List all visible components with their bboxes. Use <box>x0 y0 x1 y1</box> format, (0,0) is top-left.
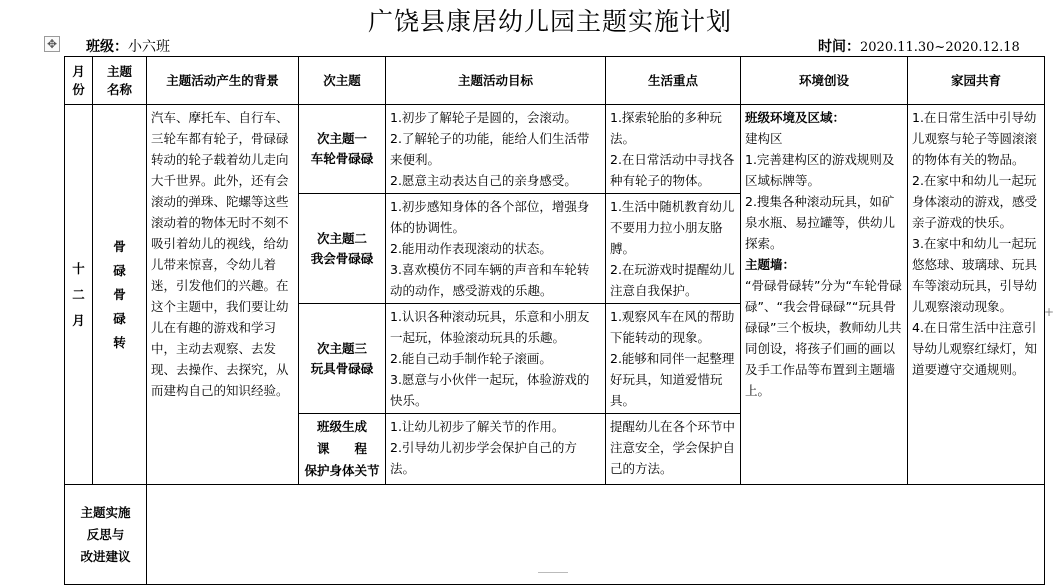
home-item: 4.在日常生活中注意引导幼儿观察红绿灯，知道要遵守交通规则。 <box>912 320 1038 377</box>
life-item: 提醒幼儿在各个环节中注意安全，学会保护自己的方法。 <box>610 419 736 476</box>
home-cell <box>908 105 1045 485</box>
subtheme-cell <box>299 414 386 485</box>
stacked-char: 碌 <box>113 262 126 278</box>
env-class-area-sub: 建构区 <box>745 131 783 146</box>
stacked-char: 月 <box>72 312 85 328</box>
subtheme-line: 我会骨碌碌 <box>310 250 374 266</box>
header-line: 月 <box>72 63 85 79</box>
header-life: 生活重点 <box>606 57 741 105</box>
stacked-char: 转 <box>113 334 126 350</box>
reflection-label-line: 改进建议 <box>80 548 131 564</box>
environment-cell <box>741 105 908 485</box>
home-item: 1.在日常生活中引导幼儿观察与轮子等圆滚滚的物体有关的物品。 <box>912 110 1038 167</box>
subtheme-line: 次主题一 <box>316 131 367 146</box>
life-item: 2.在玩游戏时提醒幼儿注意自我保护。 <box>610 262 735 298</box>
env-class-area-item: 2.搜集各种滚动玩具，如矿泉水瓶、易拉罐等，供幼儿探索。 <box>745 194 896 251</box>
subtheme-line: 课 程 <box>316 441 367 456</box>
life-item: 1.生活中随机教育幼儿不要用力拉小朋友胳膊。 <box>610 199 735 256</box>
life-item: 1.观察风车在风的帮助下能转动的现象。 <box>610 309 735 345</box>
header-background: 主题活动产生的背景 <box>147 57 299 105</box>
goal-item: 2.能用动作表现滚动的状态。 <box>390 241 552 256</box>
life-cell <box>606 105 741 194</box>
goal-item: 2.引导幼儿初步学会保护自己的方法。 <box>390 440 577 476</box>
subtheme-line: 次主题二 <box>316 230 367 246</box>
subtheme-line: 玩具骨碌碌 <box>310 360 374 376</box>
home-item: 3.在家中和幼儿一起玩悠悠球、玻璃球、玩具车等滚动玩具，引导幼儿观察滚动现象。 <box>912 236 1038 314</box>
life-cell <box>606 194 741 304</box>
env-class-area-title: 班级环境及区域： <box>745 110 846 125</box>
goals-cell <box>386 194 606 304</box>
reflection-label-line: 主题实施 <box>80 504 131 520</box>
subtheme-line: 次主题三 <box>316 340 367 356</box>
subtheme-cell <box>299 304 386 414</box>
header-line: 主题 <box>106 63 132 79</box>
reflection-label <box>65 485 147 585</box>
goal-item: 1.认识各种滚动玩具，乐意和小朋友一起玩，体验滚动玩具的乐趣。 <box>390 309 590 345</box>
life-item: 1.探索轮胎的多种玩法。 <box>610 110 722 146</box>
header-subtheme: 次主题 <box>299 57 386 105</box>
table-move-handle-icon[interactable]: ✥ <box>44 36 60 52</box>
time-info <box>818 36 1020 56</box>
header-goals: 主题活动目标 <box>386 57 606 105</box>
env-class-area-item: 1.完善建构区的游戏规则及区域标牌等。 <box>745 152 895 188</box>
stacked-char: 十 <box>72 260 85 276</box>
subtheme-cell <box>299 194 386 304</box>
life-cell <box>606 304 741 414</box>
stacked-char: 二 <box>72 286 85 302</box>
subtheme-line: 车轮骨碌碌 <box>310 151 374 166</box>
time-label: 时间： <box>818 39 860 55</box>
stacked-char: 骨 <box>113 286 126 302</box>
header-theme <box>93 57 147 105</box>
env-wall-text: “骨碌骨碌转”分为“车轮骨碌碌”、“我会骨碌碌”“玩具骨碌碌”三个板块，教师幼儿共同创设，将孩子们画的画以及手工作品等布置到主题墙上。 <box>745 278 902 398</box>
goal-item: 1.初步了解轮子是圆的，会滚动。 <box>390 110 577 125</box>
goal-item: 3.喜欢模仿不同车辆的声音和车轮转动的动作，感受游戏的乐趣。 <box>390 262 590 298</box>
time-value: 2020.11.30~2020.12.18 <box>860 40 1020 55</box>
life-item: 2.能够和同伴一起整理好玩具，知道爱惜玩具。 <box>610 351 735 408</box>
header-row <box>65 57 1045 105</box>
goals-cell <box>386 304 606 414</box>
subtheme-line: 保护身体关节 <box>304 463 380 478</box>
page-title: 广饶县康居幼儿园主题实施计划 <box>367 7 732 36</box>
goal-item: 2.能自己动手制作轮子滚画。 <box>390 351 552 366</box>
reflection-value[interactable] <box>147 485 1045 585</box>
header-line: 名称 <box>106 81 132 97</box>
class-value: 小六班 <box>128 39 170 55</box>
goal-item: 1.初步感知身体的各个部位，增强身体的协调性。 <box>390 199 590 235</box>
class-info <box>86 36 170 56</box>
env-wall-title: 主题墙： <box>745 257 796 272</box>
goal-item: 1.让幼儿初步了解关节的作用。 <box>390 419 565 434</box>
goal-item: 3.愿意与小伙伴一起玩，体验游戏的快乐。 <box>390 372 590 408</box>
theme-name-cell <box>93 105 147 485</box>
table-row <box>65 105 1045 194</box>
header-home: 家园共育 <box>908 57 1045 105</box>
reflection-label-line: 反思与 <box>86 526 125 542</box>
header-line: 份 <box>72 81 85 97</box>
header-month <box>65 57 93 105</box>
header-environment: 环境创设 <box>741 57 908 105</box>
life-item: 2.在日常活动中寻找各种有轮子的物体。 <box>610 152 735 188</box>
life-cell <box>606 414 741 485</box>
right-edge-marker: + <box>1044 305 1055 319</box>
reflection-row <box>65 485 1045 585</box>
home-item: 2.在家中和幼儿一起玩身体滚动的游戏，感受亲子游戏的快乐。 <box>912 173 1038 230</box>
background-cell: 汽车、摩托车、自行车、三轮车都有轮子，骨碌碌转动的轮子载着幼儿走向大千世界。此外，还有会滚动的弹珠、陀螺等这些滚动着的物体无时不刻不吸引着幼儿的视线，给幼儿带来惊喜，令幼儿着迷，引发他们的兴趣。在这个主题中，我们要让幼儿在有趣的游戏和学习中，主动去观察、去发现、去操作、去探究，从而建构自己的知识经验。 <box>147 105 299 485</box>
theme-plan-table <box>64 56 1045 585</box>
month-cell <box>65 105 93 485</box>
goals-cell <box>386 105 606 194</box>
goal-item: 2.了解轮子的功能，能给人们生活带来便利。 <box>390 131 590 167</box>
class-label: 班级： <box>86 39 128 55</box>
goals-cell <box>386 414 606 485</box>
stacked-char: 骨 <box>113 238 126 254</box>
goal-item: 2.愿意主动表达自己的亲身感受。 <box>390 173 577 188</box>
stacked-char: 碌 <box>113 310 126 326</box>
subtheme-cell <box>299 105 386 194</box>
subtheme-line: 班级生成 <box>316 419 367 434</box>
